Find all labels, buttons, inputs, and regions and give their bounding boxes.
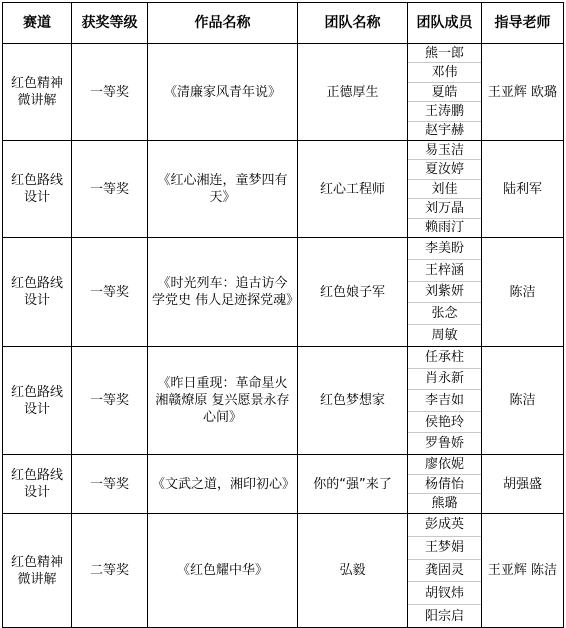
cell-work-text: 《昨日重现：革命星火湘赣燎原 复兴愿景永存心间》: [155, 376, 290, 425]
cell-level: [72, 347, 148, 455]
member-name: 龚固灵: [408, 560, 481, 583]
member-name: 王梓涵: [408, 260, 481, 282]
member-name: 任承柱: [408, 347, 481, 369]
cell-team: [298, 347, 408, 455]
cell-work-text: 《红色耀中华》: [176, 563, 268, 578]
cell-advisors: [482, 44, 564, 141]
member-name: 张念: [408, 303, 481, 325]
header-level: 获奖等级: [72, 3, 148, 44]
table-row: [3, 44, 564, 141]
table-row: [3, 514, 564, 628]
cell-level: [72, 44, 148, 141]
header-advisors: 指导老师: [482, 3, 564, 44]
cell-advisors-text: 陆利军: [502, 181, 542, 197]
member-name: 阳宗启: [424, 608, 464, 624]
cell-advisors-text: 胡强盛: [502, 476, 542, 492]
cell-track: [3, 141, 72, 238]
member-name: 赵宇赫: [424, 123, 464, 139]
cell-level-text: 一等奖: [89, 284, 129, 300]
cell-members: [408, 514, 482, 628]
member-name: 周敏: [431, 328, 458, 344]
cell-members: [408, 44, 482, 141]
awards-table: [2, 2, 564, 628]
member-name: 王涛鹏: [408, 102, 481, 121]
cell-track: [3, 455, 72, 514]
member-name: 廖依妮: [408, 455, 481, 475]
member-name: 夏皓: [408, 83, 481, 102]
cell-team: [298, 455, 408, 514]
cell-members: [408, 238, 482, 347]
cell-level-text: 二等奖: [89, 563, 129, 578]
cell-team-text: 你的“强”来了: [313, 476, 392, 492]
cell-team-text: 红心工程师: [319, 181, 385, 197]
member-list: [408, 141, 481, 237]
cell-level: [72, 455, 148, 514]
table-row: [3, 455, 564, 514]
header-track: 赛道: [3, 3, 72, 44]
member-name: 刘佳: [408, 180, 481, 199]
header-work: 作品名称: [148, 3, 298, 44]
member-name: 杨倩怡: [408, 475, 481, 495]
cell-advisors-text: 王亚辉 欧璐: [487, 84, 558, 100]
member-list: [408, 514, 481, 627]
cell-members: [408, 347, 482, 455]
cell-team-text: 红色梦想家: [319, 393, 385, 408]
cell-work: [148, 347, 298, 455]
cell-members: [408, 455, 482, 514]
cell-team-text: 弘毅: [339, 563, 366, 578]
cell-team: [298, 44, 408, 141]
cell-track-text: 红色路线设计: [10, 173, 63, 205]
member-name: 熊璐: [431, 496, 458, 512]
member-name: 侯艳玲: [408, 412, 481, 434]
member-name: 王梦娟: [408, 537, 481, 560]
cell-track: [3, 238, 72, 347]
member-name: 李美盼: [408, 238, 481, 260]
cell-team: [298, 514, 408, 628]
member-name: 易玉洁: [408, 141, 481, 160]
member-name: 刘万晶: [408, 199, 481, 218]
table-row: [3, 347, 564, 455]
member-list: [408, 347, 481, 454]
cell-work: [148, 44, 298, 141]
cell-level: [72, 238, 148, 347]
cell-team-text: 正德厚生: [326, 84, 379, 100]
member-list: [408, 44, 481, 140]
cell-track: [3, 347, 72, 455]
cell-advisors: [482, 514, 564, 628]
cell-advisors: [482, 238, 564, 347]
member-name: 胡钗炜: [408, 582, 481, 605]
cell-advisors-text: 王亚辉 陈洁: [487, 563, 558, 578]
cell-advisors: [482, 347, 564, 455]
cell-work-text: 《清廉家风青年说》: [163, 84, 281, 100]
cell-advisors: [482, 141, 564, 238]
header-row: [3, 3, 564, 44]
cell-track-text: 红色精神微讲解: [10, 554, 63, 587]
cell-track: [3, 514, 72, 628]
header-team: 团队名称: [298, 3, 408, 44]
cell-members: [408, 141, 482, 238]
member-name: 邓伟: [408, 63, 481, 82]
cell-work: [148, 238, 298, 347]
member-name: 夏汝婷: [408, 160, 481, 179]
cell-advisors-text: 陈洁: [509, 393, 536, 408]
member-name: 李吉如: [408, 390, 481, 412]
header-members: 团队成员: [408, 3, 482, 44]
cell-work-text: 《时光列车：追古访今学党史 伟人足迹探党魂》: [152, 276, 300, 308]
member-list: [408, 238, 481, 346]
cell-level-text: 一等奖: [89, 181, 129, 197]
cell-level-text: 一等奖: [89, 84, 129, 100]
cell-work: [148, 141, 298, 238]
cell-work-text: 《红心湘连，童梦四有天》: [157, 173, 288, 205]
cell-track: [3, 44, 72, 141]
member-name: 肖永新: [408, 369, 481, 391]
cell-level-text: 一等奖: [89, 393, 129, 408]
member-name: 彭成英: [408, 514, 481, 537]
cell-level: [72, 141, 148, 238]
table-body: [3, 44, 564, 628]
cell-track-text: 红色精神微讲解: [10, 76, 63, 108]
member-name: 赖雨汀: [424, 220, 464, 236]
cell-work: [148, 514, 298, 628]
member-list: [408, 455, 481, 513]
member-name: 罗鲁娇: [424, 436, 464, 452]
cell-track-text: 红色路线设计: [10, 276, 63, 308]
cell-advisors: [482, 455, 564, 514]
cell-team: [298, 238, 408, 347]
cell-work: [148, 455, 298, 514]
table-row: [3, 238, 564, 347]
cell-work-text: 《文武之道，湘印初心》: [152, 476, 296, 492]
cell-track-text: 红色路线设计: [10, 468, 63, 500]
cell-level: [72, 514, 148, 628]
cell-advisors-text: 陈洁: [509, 284, 536, 300]
member-name: 刘紫妍: [408, 282, 481, 304]
cell-track-text: 红色路线设计: [10, 384, 63, 417]
cell-level-text: 一等奖: [89, 476, 129, 492]
cell-team: [298, 141, 408, 238]
member-name: 熊一郎: [408, 44, 481, 63]
table-row: [3, 141, 564, 238]
cell-team-text: 红色娘子军: [319, 284, 385, 300]
